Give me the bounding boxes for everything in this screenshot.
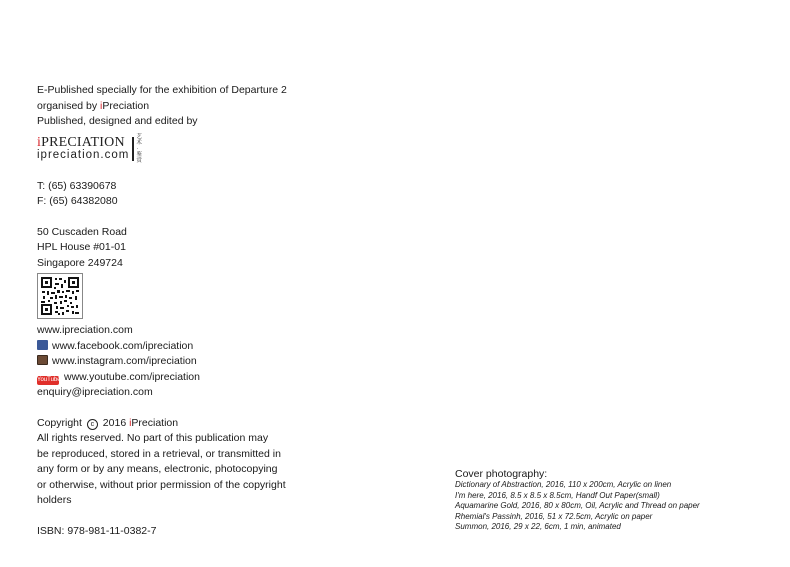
cover-photography-title: Cover photography: [455,468,548,480]
copyright-icon: c [87,419,98,430]
instagram-row[interactable] [37,354,312,370]
facebook-row[interactable] [37,339,312,355]
youtube-row[interactable] [37,370,312,386]
organiser-credit [37,99,312,115]
logo-wordmark [37,134,130,161]
cover-item: Aquamarine Gold, 2016, 80 x 80cm, Oil, Acrylic and Thread on paper [455,501,700,510]
qr-code-graphic [40,276,80,316]
copyright-text-line-5: or otherwise, without prior permission of the copyright [37,478,286,491]
cover-item: Rhemial's Passinh, 2016, 51 x 72.5cm, Acrylic on paper [455,511,653,521]
colophon-column [37,83,312,539]
website-link[interactable]: www.ipreciation.com [37,324,133,336]
youtube-link[interactable]: www.youtube.com/ipreciation [64,370,200,383]
facebook-icon [37,340,48,350]
copyright-brand-rest: Preciation [131,416,179,429]
copyright-brand-i: i [129,416,132,429]
ipreciation-logo [37,134,312,164]
copyright-line [37,416,312,432]
copyright-text-line-3: be reproduced, stored in a retrieval, or transmitted in [37,447,281,460]
logo-name: PRECIATION [41,134,125,150]
facebook-link[interactable]: www.facebook.com/ipreciation [52,339,194,352]
logo-top-text [37,134,129,150]
cover-photography-credits [455,468,785,533]
logo-divider [132,137,134,161]
address-line-1: 50 Cuscaden Road [37,225,127,238]
logo-cjk-text: 艺术·鉴赏 [136,133,142,164]
instagram-icon [37,355,48,365]
cover-item: Summon, 2016, 29 x 22, 6cm, 1 min, animated [455,522,621,531]
isbn: ISBN: 978-981-11-0382-7 [37,524,157,537]
fax-number: F: (65) 64382080 [37,195,118,207]
brand-rest: Preciation [102,99,150,112]
copyright-text-line-2: All rights reserved. No part of this publication may [37,432,269,444]
email-link[interactable]: enquiry@ipreciation.com [37,386,153,398]
logo-url: ipreciation.com [37,148,130,161]
organiser-prefix: organised by [37,99,101,112]
youtube-icon: YouTube [37,376,61,383]
copyright-year: 2016 [102,416,127,429]
brand-i: i [100,99,103,112]
copyright-prefix: Copyright [37,416,82,429]
qr-code-icon[interactable] [37,273,83,319]
address-line-3: Singapore 249724 [37,256,123,269]
cover-item: I'm here, 2016, 8.5 x 8.5 x 8.5cm, Handf Out Paper(small) [455,490,660,500]
address-line-2: HPL House #01-01 [37,241,126,253]
publisher-credit: Published, designed and edited by [37,115,198,127]
instagram-link[interactable]: www.instagram.com/ipreciation [52,355,197,367]
exhibition-credit: E-Published specially for the exhibition of Departure 2 [37,84,287,96]
copyright-text-line-6: holders [37,494,72,506]
logo-i: i [37,134,42,150]
copyright-text-line-4: any form or by any means, electronic, photocopying [37,463,278,475]
cover-item: Dictionary of Abstraction, 2016, 110 x 200cm, Acrylic on linen [455,480,672,489]
phone-number: T: (65) 63390678 [37,179,117,192]
